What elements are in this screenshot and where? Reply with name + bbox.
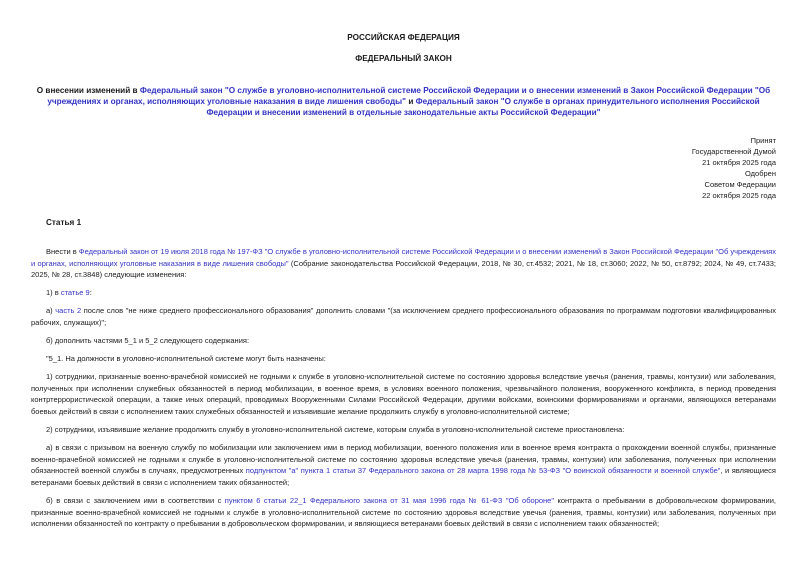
text-segment: а) <box>46 306 56 316</box>
paragraph-item-1 <box>31 287 776 299</box>
article-1-heading: Статья 1 <box>46 218 82 227</box>
paragraph-part-5-1 <box>31 353 776 365</box>
text-segment: б) в связи с заключением ими в соответствии с <box>46 496 225 506</box>
text-segment: 1) в <box>46 288 61 298</box>
text-segment: "5_1. На должности в уголовно-исполнительной системе могут быть назначены: <box>46 354 326 364</box>
title-prefix: О внесении изменений в <box>36 86 140 95</box>
paragraph-part-5-1-item-2b <box>31 495 776 530</box>
paragraph-item-1b <box>31 335 776 347</box>
text-segment: 1) сотрудники, признанные военно-врачебной комиссией не годными к службе в уголовно-исполнительной системе по состоянию здоровья вследствие увечья (ранения, травмы, контузии) или заболевания, полученных при исполнении служебных обязанностей в период мобилизации, в военное время, в условиях военного положения, чрезвычайного положения, вооруженного конфликта, в период проведения контртеррористической операции, а также иных операций, проводимых Вооруженными Силами Российской Федерации, другими войсками, воинскими формированиями и органами, являющихся ветеранами боевых действий в связи с исполнением таких служебных обязанностей и изъявившие желание продолжить службу в уголовно-исполнительной системе; <box>31 372 776 417</box>
text-segment: : <box>89 288 92 298</box>
law-link[interactable]: Федеральный закон от 19 июля 2018 года № 197-ФЗ "О службе в уголовно-исполнительной системе Российской Федерации и о внесении изменений в Закон Российской Федерации "Об учреждениях и органах, исполняющих уголовные наказания в виде лишения свободы" <box>31 247 776 268</box>
text-segment: , и являющиеся ветеранами боевых действий в связи с исполнением таких обязанностей; <box>31 466 776 487</box>
adoption-line: Одобрен <box>745 169 776 178</box>
article-9-link[interactable]: статье 9 <box>60 288 90 298</box>
paragraph-intro <box>31 246 776 281</box>
article-1-body <box>31 246 776 530</box>
law-53-fz-link[interactable]: подпунктом "а" пункта 1 статьи 37 Федерального закона от 28 марта 1998 года № 53-ФЗ "О воинской обязанности и военной службе" <box>245 466 721 476</box>
text-segment: (Собрание законодательства Российской Федерации, 2018, № 30, ст.4532; 2021, № 18, ст.3060; 2022, № 50, ст.8792; 2024, № 49, ст.7433; 2025, № 28, ст.3848) следующие изменения: <box>31 258 777 280</box>
adoption-line: 21 октября 2025 года <box>702 158 776 167</box>
adoption-block <box>31 135 776 201</box>
document-title <box>31 85 776 118</box>
text-segment: 2) сотрудники, изъявившие желание продолжить службу в уголовно-исполнительной системе, которым служба в уголовно-исполнительной системе приостановлена: <box>46 425 625 435</box>
title-connector: и <box>406 97 416 106</box>
adoption-line: Принят <box>750 136 776 145</box>
law-type-header: ФЕДЕРАЛЬНЫЙ ЗАКОН <box>355 54 452 63</box>
paragraph-part-5-1-item-1 <box>31 371 776 417</box>
text-segment: после слов "не ниже среднего профессионального образования" дополнить словами "(за исключением среднего профессионального образования по программам подготовки квалифицированных рабочих, служащих)"; <box>31 306 776 327</box>
law-61-fz-link[interactable]: пунктом 6 статьи 22_1 Федерального закона от 31 мая 1996 года № 61-ФЗ "Об обороне" <box>224 496 555 506</box>
text-segment: а) в связи с призывом на военную службу по мобилизации или заключением ими в период мобилизации, военного положения или в военное время контракта о прохождении военной службы, признанные военно-врачебной комиссией не годными к службе в уголовно-исполнительной системе по состоянию здоровья вследствие увечья (ранения, травмы, контузии) или заболевания, полученных при исполнении обязанностей военной службы в случаях, предусмотренных <box>31 443 776 476</box>
adoption-line: Советом Федерации <box>704 180 776 189</box>
adoption-line: 22 октября 2025 года <box>702 191 776 200</box>
adoption-line: Государственной Думой <box>691 147 776 156</box>
paragraph-part-5-1-item-2a <box>31 442 776 488</box>
paragraph-part-5-1-item-2 <box>31 424 776 436</box>
title-law-link-2[interactable]: Федеральный закон "О службе в органах принудительного исполнения Российской Федерации и внесении изменений в отдельные законодательные акты Российской Федерации" <box>206 97 760 117</box>
text-segment: б) дополнить частями 5_1 и 5_2 следующего содержания: <box>46 336 250 346</box>
paragraph-item-1a <box>31 305 776 328</box>
country-header: РОССИЙСКАЯ ФЕДЕРАЦИЯ <box>347 33 460 42</box>
text-segment: контракта о пребывании в добровольческом формировании, признанные военно-врачебной комиссией не годными к службе в уголовно-исполнительной системе по состоянию здоровья вследствие увечья (ранения, травмы, контузии) или заболевания, полученных при исполнении обязанностей по контракту о пребывании в добровольческом формировании, и являющиеся ветеранами боевых действий в связи с исполнением таких обязанностей; <box>31 496 777 529</box>
title-law-link-1[interactable]: Федеральный закон "О службе в уголовно-исполнительной системе Российской Федерации и о внесении изменений в Закон Российской Федерации "Об учреждениях и органах, исполняющих уголовные наказания в виде лишения свободы" <box>47 86 771 106</box>
text-segment: Внести в <box>46 247 79 256</box>
part-2-link[interactable]: часть 2 <box>55 306 82 316</box>
